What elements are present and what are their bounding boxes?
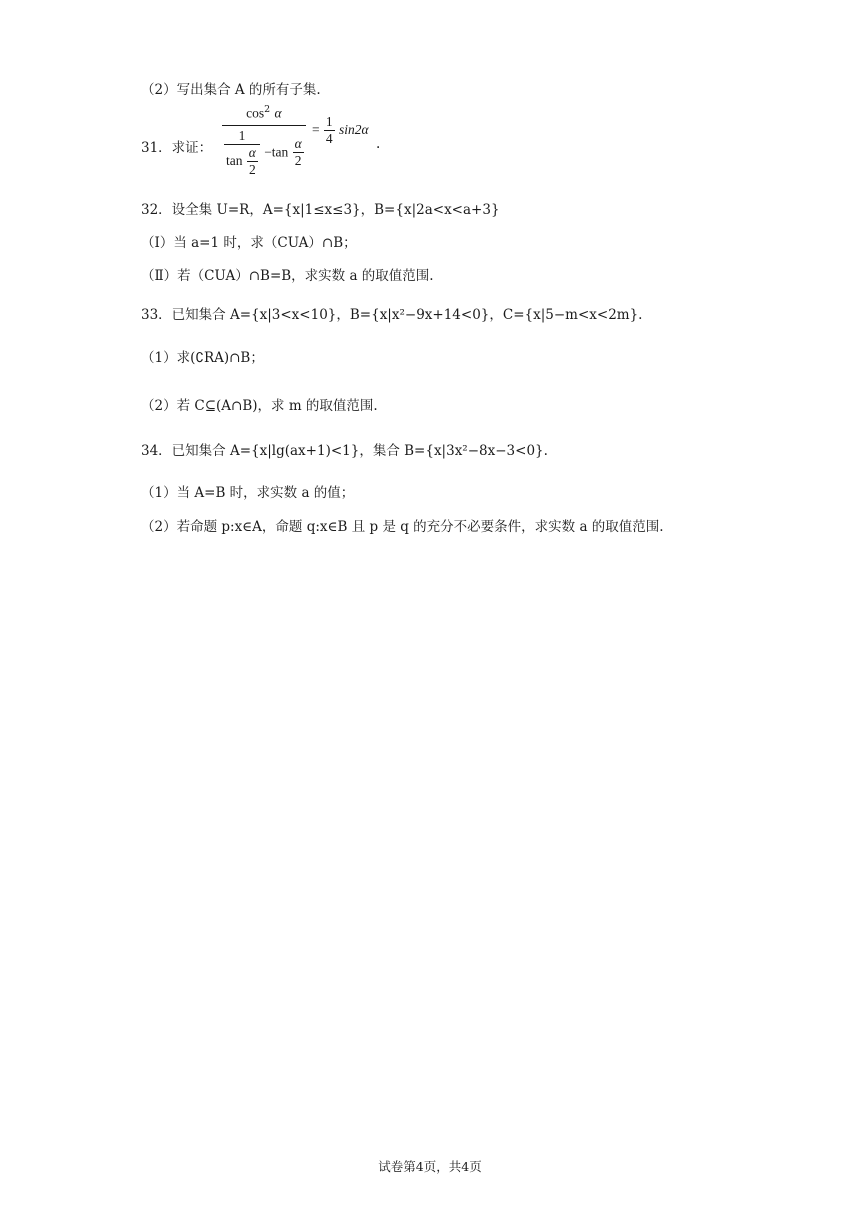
q31-equation — [222, 104, 306, 178]
q31-tan: tan — [226, 152, 243, 168]
q34-part2: （2）若命题 p:x∈A，命题 q:x∈B 且 p 是 q 的充分不必要条件，求实数 a 的取值范围. — [141, 519, 664, 535]
q31-one: 1 — [224, 128, 260, 145]
q31-quarter: $\frac{1}{4}$ — [325, 114, 333, 146]
q31-sin2alpha: sin2α — [338, 122, 369, 137]
q31-alpha-half: $\frac{\alpha}{2}$ — [248, 144, 256, 177]
q31-lhs-fraction: $\cos^2 \alpha$ 1 tan $\frac{\alpha}{2}$ −tan $\frac{\alpha}{2}$ — [222, 104, 306, 178]
q32-part2: （Ⅱ）若（CUA）∩B=B，求实数 a 的取值范围. — [141, 268, 434, 284]
q33-stem: 33．已知集合 A={x|3<x<10}，B={x|x²−9x+14<0}，C={x|5−m<x<2m}. — [141, 307, 643, 323]
q31-label: 31．求证： — [141, 140, 213, 156]
q30-part2: （2）写出集合 A 的所有子集. — [141, 82, 321, 98]
q32-part1: （Ⅰ）当 a=1 时，求（CUA）∩B； — [141, 235, 357, 251]
q31-alpha-half-2: $\frac{\alpha}{2}$ — [294, 136, 302, 168]
q31-period: . — [376, 136, 381, 152]
q31-rhs: = $\frac{1}{4}$ sin2α — [312, 114, 369, 146]
q31-inner-fraction — [224, 128, 260, 178]
q33-part1: （1）求(∁RA)∩B； — [141, 350, 264, 366]
q32-stem: 32．设全集 U=R，A={x|1≤x≤3}，B={x|2a<x<a+3} — [141, 202, 500, 218]
q31-minus-tan: −tan — [264, 144, 289, 159]
q31-cos: cos — [246, 105, 265, 121]
q33-part2: （2）若 C⊆(A∩B)，求 m 的取值范围. — [141, 398, 378, 414]
page-footer: 试卷第4页，共4页 — [378, 1159, 482, 1174]
q34-stem: 34．已知集合 A={x|lg(ax+1)<1}，集合 B={x|3x²−8x−3<0}. — [141, 443, 548, 459]
q34-part1: （1）当 A=B 时，求实数 a 的值； — [141, 485, 355, 501]
q31-alpha: α — [274, 105, 282, 121]
